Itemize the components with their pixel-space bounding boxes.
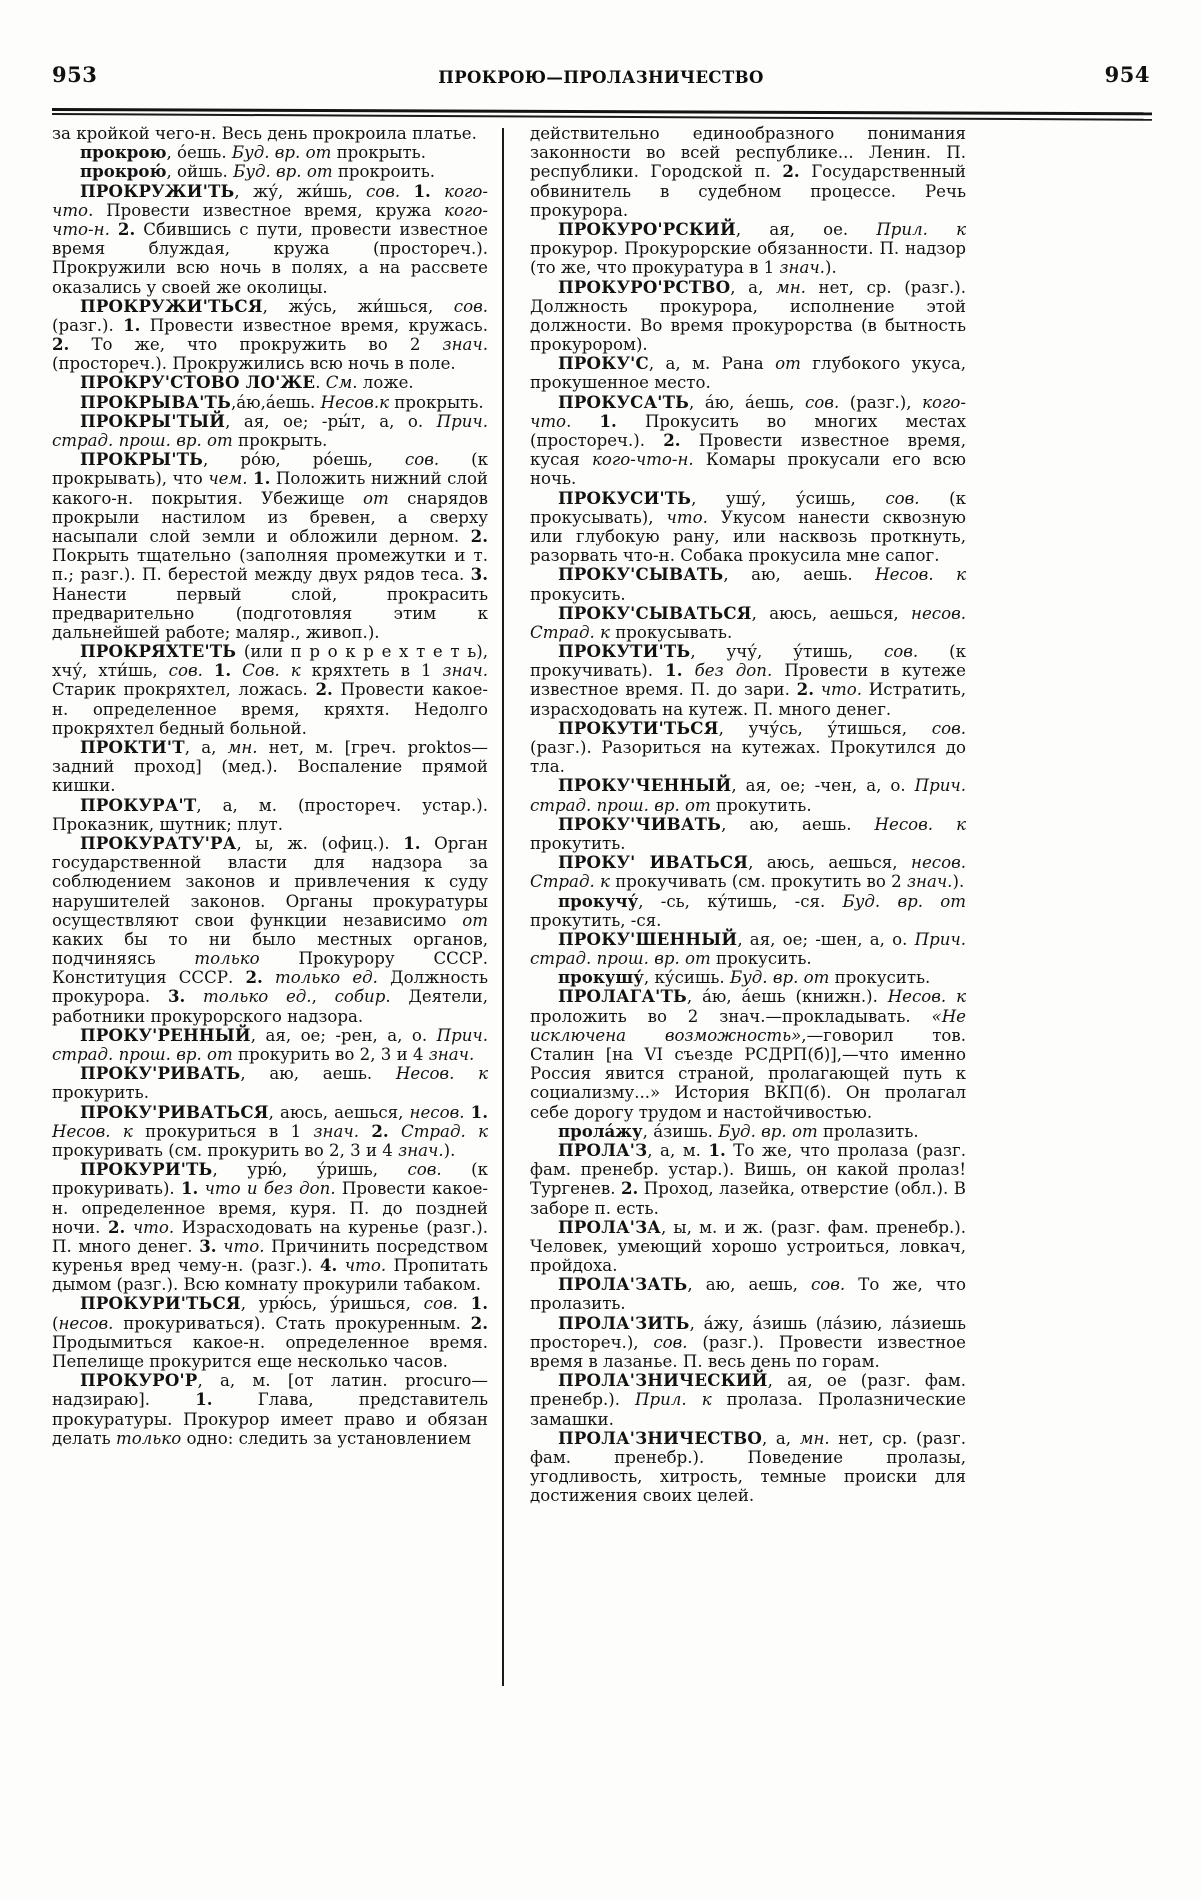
dictionary-entry: ПРОКУ'ЧЕННЫЙ, ая, ое; -чен, а, о. Прич. страд. прош. вр. от прокутить. — [530, 775, 966, 815]
dictionary-entry: ПРОКУРА'Т, а, м. (простореч. устар.). Проказник, шутник; плут. — [52, 794, 488, 834]
dictionary-entry: ПРОКРУЖИ'ТЬ, жу́, жи́шь, сов. 1. кого-что. Провести известное время, кружа кого-что-н. 2. Сбившись с пути, провести известное время блуждая, кружа (простореч.). Прокружили всю ночь в полях, а на рассвете оказались у своей же околицы. — [52, 180, 488, 297]
dictionary-entry: ПРОЛА'ЗНИЧЕСТВО, а, мн. нет, ср. (разг. фам. пренебр.). Поведение пролазы, угодливость, хитрость, темные происки для достижения своих целей. — [530, 1427, 966, 1506]
dictionary-entry: прокрою́, ойшь. Буд. вр. от прокроить. — [80, 161, 436, 182]
dictionary-entry: ПРОКУ'ШЕННЫЙ, ая, ое; -шен, а, о. Прич. страд. прош. вр. от прокусить. — [530, 928, 966, 969]
dictionary-entry: ПРОКУРИ'ТЬ, урю́, у́ришь, сов. (к прокуривать). 1. что и без доп. Провести какое-н. определенное время, куря. П. до поздней ночи. 2. что. Израсходовать на куренье (разг.). П. много денег. 3. что. Причинить посредством куренья вред чему-н. (разг.). 4. что. Пропитать дымом (разг.). Всю комнату прокурили табаком. — [52, 1159, 489, 1295]
dictionary-entry: ПРОКРЯХТЕ'ТЬ (или п р о к р е х т е т ь), хчу́, хти́шь, сов. 1. Сов. к кряхтеть в 1 знач. Старик прокряхтел, ложась. 2. Провести какое-н. определенное время, кряхтя. Недолго прокряхтел бедный больной. — [52, 641, 488, 738]
dictionary-entry: ПРОКУ'С, а, м. Рана от глубокого укуса, прокушенное место. — [530, 353, 967, 393]
folio-left: 953 — [52, 62, 98, 87]
dictionary-entry: ПРОКУСИ'ТЬ, ушу́, у́сишь, сов. (к прокусывать), что. Укусом нанести сквозную или глубокую рану, или насквозь проткнуть, разорвать что-н. Собака прокусила мне сапог. — [530, 487, 966, 566]
dictionary-entry: ПРОКУРАТУ'РА, ы, ж. (офиц.). 1. Орган государственной власти для надзора за соблюдением законов и привлечения к суду нарушителей законов. Органы прокуратуры осуществляют свои функции независимо от каких бы то ни было местных органов, подчиняясь только Прокурору СССР. Конституция СССР. 2. только ед. Должность прокурора. 3. только ед., собир. Деятели, работники прокурорского надзора. — [52, 832, 488, 1026]
dictionary-entry: ПРОКРУЖИ'ТЬСЯ, жу́сь, жи́шься, сов. (разг.). 1. Провести известное время, кружась. 2. То же, что прокружить во 2 знач. (простореч.). Прокружились всю ночь в поле. — [52, 295, 488, 374]
dictionary-entry: ПРОКУ'ЧИВАТЬ, аю, аешь. Несов. к прокутить. — [530, 813, 966, 853]
dictionary-entry: ПРОКРУ'СТОВО ЛО'ЖЕ. См. ложе. — [80, 372, 414, 393]
page-header — [52, 62, 1150, 108]
column-left — [52, 124, 502, 1824]
dictionary-entry: ПРОКУТИ'ТЬ, учу́, у́тишь, сов. (к прокучивать). 1. без доп. Провести в кутеже известное время. П. до зари. 2. что. Истратить, израсходовать на кутеж. П. много денег. — [530, 641, 966, 719]
dictionary-entry: ПРОКУРО'РСТВО, а, мн. нет, ср. (разг.). Должность прокурора, исполнение этой должности. Во время прокурорства (в бытность прокурором). — [530, 276, 967, 355]
dictionary-entry: ПРОКУ' ИВАТЬСЯ, аюсь, аешься, несов. Страд. к прокучивать (см. прокутить во 2 знач.). — [530, 852, 966, 892]
dictionary-entry: ПРОКУ'СЫВАТЬ, аю, аешь. Несов. к прокусить. — [530, 564, 966, 604]
dictionary-entry: ПРОКРЫВА'ТЬ,áю,áешь. Несов.к прокрыть. — [80, 391, 484, 412]
dictionary-entry: прокрою, óешь. Буд. вр. от прокрыть. — [80, 142, 426, 163]
dictionary-entry: прокучу́, -сь, ку́тишь, -ся. Буд. вр. от прокутить, -ся. — [530, 890, 966, 930]
dictionary-entry: ПРОЛАГА'ТЬ, áю, áешь (книжн.). Несов. к проложить во 2 знач.—прокладывать. «Не исключена возможность»,—говорил тов. Сталин [на VI съезде РСДРП(б)],—что именно Россия явится страной, пролагающей путь к социализму...» История ВКП(б). Он пролагал себе дорогу трудом и настойчивостью. — [530, 986, 967, 1122]
folio-right: 954 — [1104, 62, 1150, 87]
dictionary-entry: ПРОЛА'ЗНИЧЕСКИЙ, ая, ое (разг. фам. пренебр.). Прил. к пролаза. Пролазнические замашки. — [530, 1370, 966, 1429]
entry-continuation: за кройкой чего-н. Весь день прокроила платье. — [52, 124, 477, 143]
dictionary-entry: ПРОЛА'ЗАТЬ, аю, аешь, сов. То же, что пролазить. — [530, 1274, 966, 1314]
dictionary-entry: ПРОЛА'ЗА, ы, м. и ж. (разг. фам. пренебр.). Человек, умеющий хорошо устроиться, ловкач, пройдоха. — [530, 1216, 966, 1276]
dictionary-entry: ПРОКУРО'РСКИЙ, ая, ое. Прил. к прокурор. Прокурорские обязанности. П. надзор (то же, что прокуратура в 1 знач.). — [530, 218, 966, 278]
entry-continuation: действительно единообразного понимания законности во всей республике... Ленин. П. республики. Городской п. 2. Государственный обвинитель в судебном процессе. Речь прокурора. — [530, 124, 966, 220]
dictionary-entry: ПРОКУ'РИВАТЬ, аю, аешь. Несов. к прокурить. — [52, 1063, 488, 1103]
dictionary-entry: ПРОЛА'ЗИТЬ, áжу, áзишь (ла́зию, ла́зиешь простореч.), сов. (разг.). Провести известное время в лазанье. П. весь день по горам. — [530, 1312, 966, 1371]
dictionary-entry: ПРОЛА'З, а, м. 1. То же, что пролаза (разг. фам. пренебр. устар.). Вишь, он какой пролаз! Тургенев. 2. Проход, лазейка, отверстие (обл.). В заборе п. есть. — [530, 1139, 966, 1218]
dictionary-entry: ПРОКУСА'ТЬ, áю, áешь, сов. (разг.), кого-что. 1. Прокусить во многих местах (простореч.). 2. Провести известное время, кусая кого-что-н. Комары прокусали его всю ночь. — [530, 391, 966, 489]
dictionary-entry: ПРОКУТИ'ТЬСЯ, учу́сь, у́тишься, сов. (разг.). Разориться на кутежах. Прокутился до тла. — [530, 717, 966, 777]
running-head: ПРОКРОЮ—ПРОЛАЗНИЧЕСТВО — [438, 68, 764, 87]
column-right — [504, 124, 966, 1824]
dictionary-entry: прокушу́, ку́сишь. Буд. вр. от прокусить. — [558, 967, 931, 988]
dictionary-entry: ПРОКТИ'Т, а, мн. нет, м. [греч. proktos— задний проход] (мед.). Воспаление прямой кишки. — [52, 737, 488, 796]
dictionary-entry: ПРОКУ'РЕННЫЙ, ая, ое; -рен, а, о. Прич. страд. прош. вр. от прокурить во 2, 3 и 4 знач. — [52, 1024, 488, 1064]
dictionary-entry: ПРОКУРИ'ТЬСЯ, урю́сь, у́ришься, сов. 1. (несов. прокуриваться). Стать прокуренным. 2. Продымиться какое-н. определенное время. Пепелище прокурится еще несколько часов. — [52, 1293, 488, 1371]
dictionary-entry: пролáжу, áзишь. Буд. вр. от пролазить. — [558, 1120, 919, 1141]
dictionary-entry: ПРОКУ'СЫВАТЬСЯ, аюсь, аешься, несов. Страд. к прокусывать. — [530, 602, 966, 642]
dictionary-entry: ПРОКРЫ'ТЬ, ро́ю, ро́ешь, сов. (к прокрывать), что чем. 1. Положить нижний слой какого-н. покрытия. Убежище от снарядов прокрыли настилом из бревен, а сверху насыпали слой земли и обложили дерном. 2. Покрыть тщательно (заполняя промежутки и т. п.; разг.). П. берестой между двух рядов теса. 3. Нанести первый слой, прокрасить предварительно (подготовляя этим к дальнейшей работе; маляр., живоп.). — [52, 449, 488, 642]
dictionary-entry: ПРОКУ'РИВАТЬСЯ, аюсь, аешься, несов. 1. Несов. к прокуриться в 1 знач. 2. Страд. к прокуривать (см. прокурить во 2, 3 и 4 знач.). — [52, 1101, 488, 1160]
dictionary-entry: ПРОКРЫ'ТЫЙ, ая, ое; -ры́т, а, о. Прич. страд. прош. вр. от прокрыть. — [52, 410, 488, 450]
dictionary-entry: ПРОКУРО'Р, а, м. [от латин. procuro—надзираю]. 1. Глава, представитель прокуратуры. Прокурор имеет право и обязан делать только одно: следить за установлением — [52, 1370, 488, 1448]
text-columns — [52, 124, 1152, 1824]
